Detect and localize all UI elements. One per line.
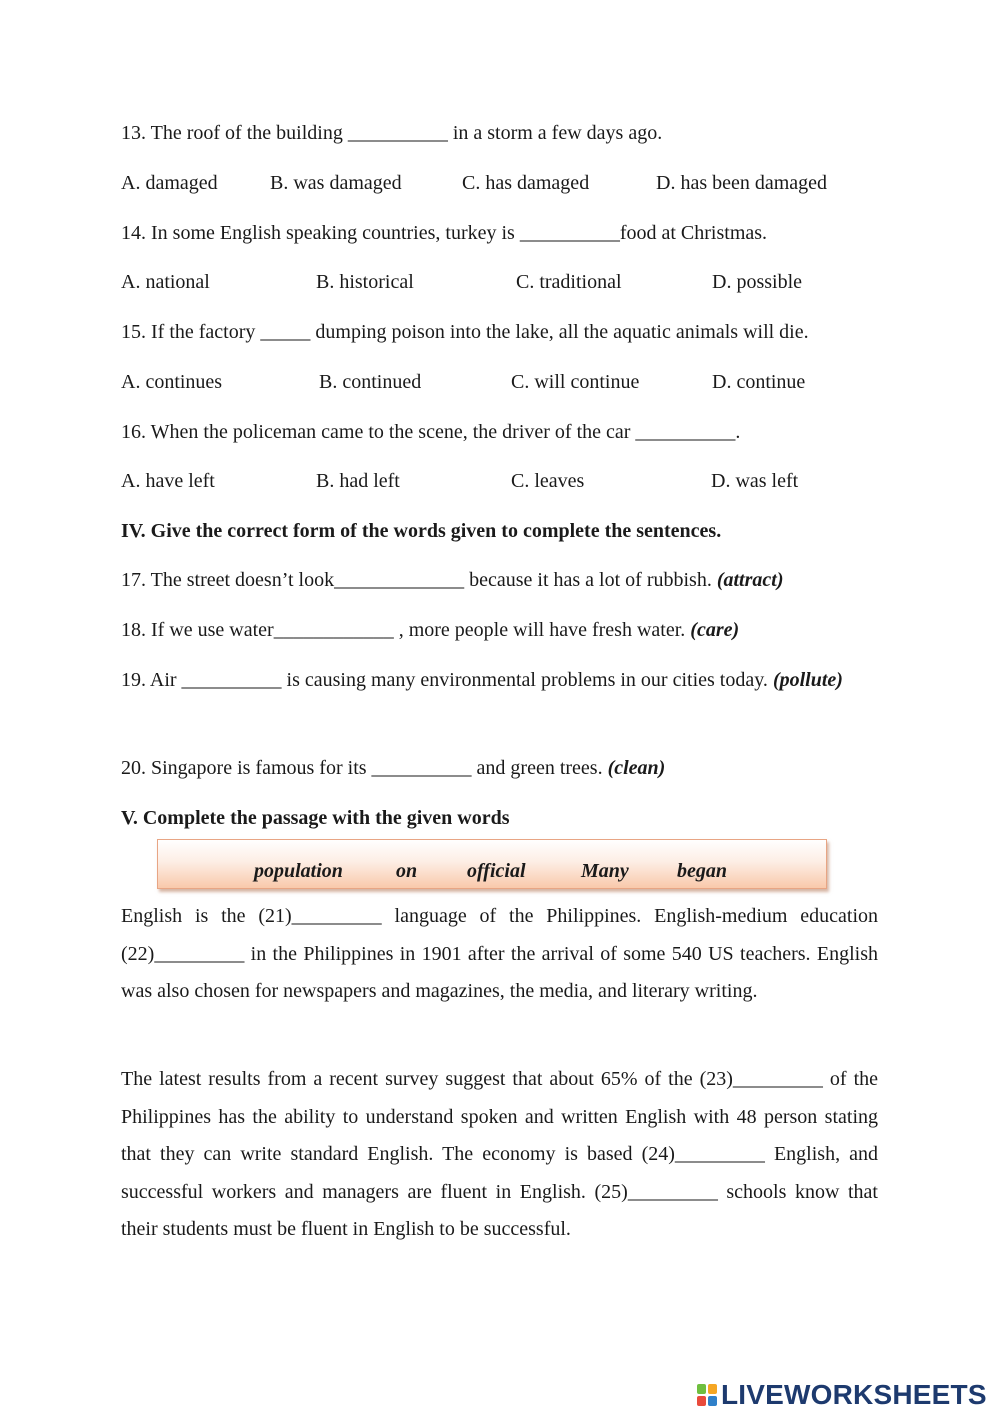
- q16-option-b[interactable]: B. had left: [316, 470, 400, 492]
- q15-option-a[interactable]: A. continues: [121, 371, 223, 393]
- question-13-stem: 13. The roof of the building __________ in a storm a few days ago.: [121, 122, 663, 144]
- word-bank-item: official: [467, 860, 526, 882]
- q14-option-d[interactable]: D. possible: [712, 271, 802, 293]
- q18-hint: (care): [690, 619, 740, 641]
- logo-icon: [697, 1382, 719, 1408]
- q13-option-d[interactable]: D. has been damaged: [656, 172, 828, 194]
- q16-option-a[interactable]: A. have left: [121, 470, 215, 492]
- word-bank: [157, 839, 827, 889]
- q13-option-a[interactable]: A. damaged: [121, 172, 218, 194]
- passage-paragraph-2: The latest results from a recent survey suggest that about 65% of the (23)_________ of the Philippines has the ability to understand spoken and written English with 48 person stating that they can write standard English. The economy is based (24)_________ English, and successful workers and managers are fluent in English. (25)_________ schools know that their students must be fluent in English to be successful.: [121, 1068, 878, 1241]
- q16-option-c[interactable]: C. leaves: [511, 470, 585, 492]
- q20-text: 20. Singapore is famous for its __________ and green trees.: [121, 757, 608, 779]
- q15-option-c[interactable]: C. will continue: [511, 371, 640, 393]
- question-18: [121, 618, 739, 642]
- section-4-heading: IV. Give the correct form of the words given to complete the sentences.: [121, 520, 722, 542]
- q17-hint: (attract): [716, 569, 784, 591]
- q18-text: 18. If we use water____________ , more people will have fresh water.: [121, 619, 691, 641]
- q15-option-b[interactable]: B. continued: [319, 371, 422, 393]
- liveworksheets-logo: [697, 1377, 987, 1413]
- q14-option-c[interactable]: C. traditional: [516, 271, 622, 293]
- q13-option-b[interactable]: B. was damaged: [270, 172, 402, 194]
- q14-option-b[interactable]: B. historical: [316, 271, 414, 293]
- question-19: [121, 662, 878, 700]
- word-bank-item: population: [254, 860, 343, 882]
- word-bank-item: Many: [581, 860, 629, 882]
- q17-text: 17. The street doesn’t look_____________ because it has a lot of rubbish.: [121, 569, 717, 591]
- word-bank-item: began: [677, 860, 727, 882]
- q13-option-c[interactable]: C. has damaged: [462, 172, 590, 194]
- word-bank-item: on: [396, 860, 418, 882]
- passage-paragraph-1: English is the (21)_________ language of the Philippines. English-medium education (22)_________ in the Philippines in 1901 after the arrival of some 540 US teachers. English was also chosen for newspapers and magazines, the media, and literary writing.: [121, 905, 878, 1003]
- question-20: [121, 756, 665, 780]
- q14-option-a[interactable]: A. national: [121, 271, 210, 293]
- logo-text: LIVEWORKSHEETS: [721, 1379, 987, 1410]
- q19-text: 19. Air __________ is causing many environmental problems in our cities today.: [121, 669, 773, 691]
- question-15-stem: 15. If the factory _____ dumping poison into the lake, all the aquatic animals will die.: [121, 321, 809, 343]
- question-16-stem: 16. When the policeman came to the scene, the driver of the car __________.: [121, 421, 741, 443]
- q20-hint: (clean): [607, 757, 666, 779]
- q19-hint: (pollute): [772, 669, 843, 691]
- q16-option-d[interactable]: D. was left: [711, 470, 799, 492]
- section-5-heading: V. Complete the passage with the given words: [121, 807, 510, 829]
- q15-option-d[interactable]: D. continue: [712, 371, 806, 393]
- question-17: [121, 568, 784, 592]
- question-14-stem: 14. In some English speaking countries, turkey is __________food at Christmas.: [121, 222, 768, 244]
